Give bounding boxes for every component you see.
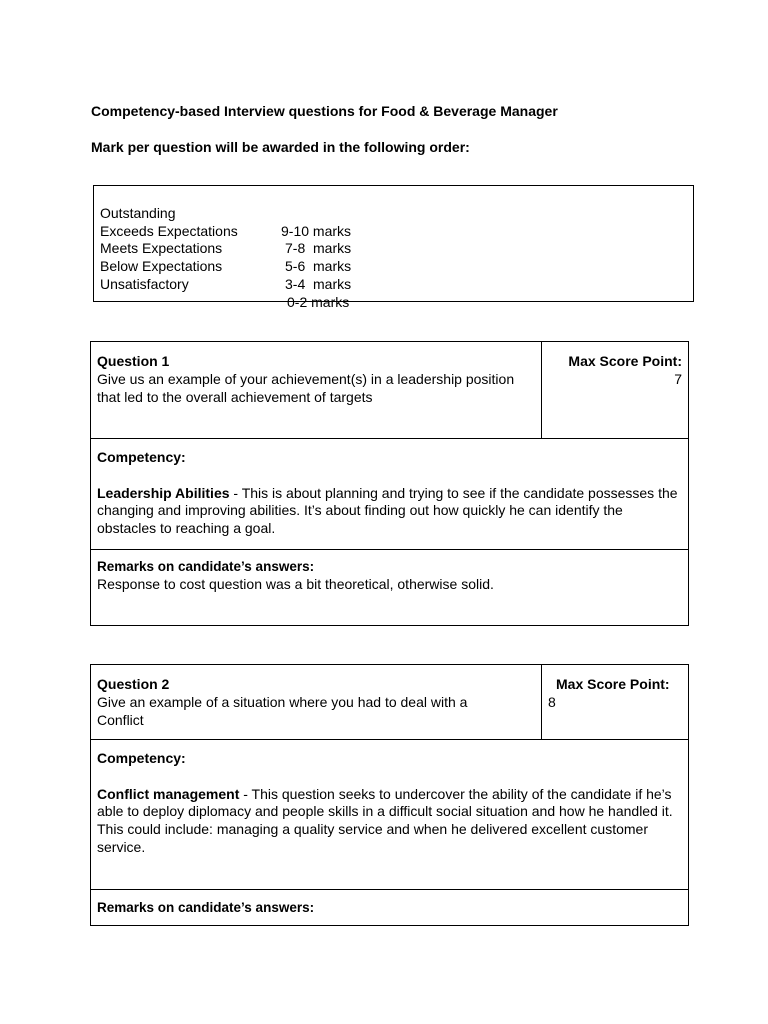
competency-text: - This is about planning and trying to see if the candidate possesses the changing and improving abilities. It’s about finding out how quickly he can identify the obstacles to reaching a goal. [97, 484, 678, 537]
competency-label: Competency: [97, 750, 186, 766]
scale-marks: 3-4 marks [285, 275, 352, 292]
scale-marks: 9-10 marks [281, 222, 352, 239]
max-score-value: 8 [548, 693, 556, 710]
scale-marks: 7-8 marks [285, 240, 352, 257]
competency-name: Conflict management [97, 785, 240, 802]
competency-description [97, 485, 682, 538]
row-divider [91, 739, 688, 740]
row-divider [91, 438, 688, 439]
remarks-cell [97, 558, 682, 594]
row-divider [91, 549, 688, 550]
competency-description [97, 786, 682, 857]
question-heading: Question 2 [97, 676, 170, 692]
scale-marks: 0-2 marks [287, 293, 350, 310]
competency-cell [97, 750, 682, 857]
scale-marks: 5-6 marks [285, 258, 352, 275]
max-score-label: Max Score Point: [568, 353, 682, 369]
document-title: Competency-based Interview questions for Food & Beverage Manager [91, 103, 558, 119]
max-score-cell [548, 676, 683, 712]
scale-label: Outstanding [100, 204, 176, 221]
question-cell [97, 676, 517, 729]
question-text: Give us an example of your achievement(s) in a leadership position that led to the overall achievement of targets [97, 370, 515, 405]
marking-scale-box [93, 185, 694, 310]
remarks-text: Response to cost question was a bit theoretical, otherwise solid. [97, 575, 494, 592]
scale-label: Unsatisfactory [100, 275, 189, 292]
question-1-table [90, 341, 689, 626]
cell-divider [541, 665, 542, 740]
question-2-table [90, 664, 689, 926]
row-divider [91, 889, 688, 890]
competency-cell [97, 449, 682, 538]
max-score-value: 7 [674, 370, 682, 387]
remarks-cell [97, 899, 682, 917]
competency-label: Competency: [97, 449, 186, 465]
scale-label: Meets Expectations [100, 240, 223, 257]
competency-name: Leadership Abilities [97, 484, 230, 501]
question-cell [97, 353, 517, 406]
document-subtitle: Mark per question will be awarded in the following order: [91, 139, 470, 155]
max-score-label: Max Score Point: [556, 676, 670, 692]
question-heading: Question 1 [97, 353, 170, 369]
question-text: Give an example of a situation where you had to deal with a Conflict [97, 693, 468, 728]
remarks-label: Remarks on candidate’s answers: [97, 559, 315, 574]
competency-text: - This question seeks to undercover the ability of the candidate if he’s able to deploy diplomacy and people skills in a difficult social situation and how he handled it. This could include: managing a quality service and when he delivered excellent customer service. [97, 785, 673, 855]
scale-label: Below Expectations [100, 258, 223, 275]
scale-label: Exceeds Expectations [100, 222, 238, 239]
remarks-label: Remarks on candidate’s answers: [97, 900, 315, 915]
max-score-cell [542, 353, 682, 389]
